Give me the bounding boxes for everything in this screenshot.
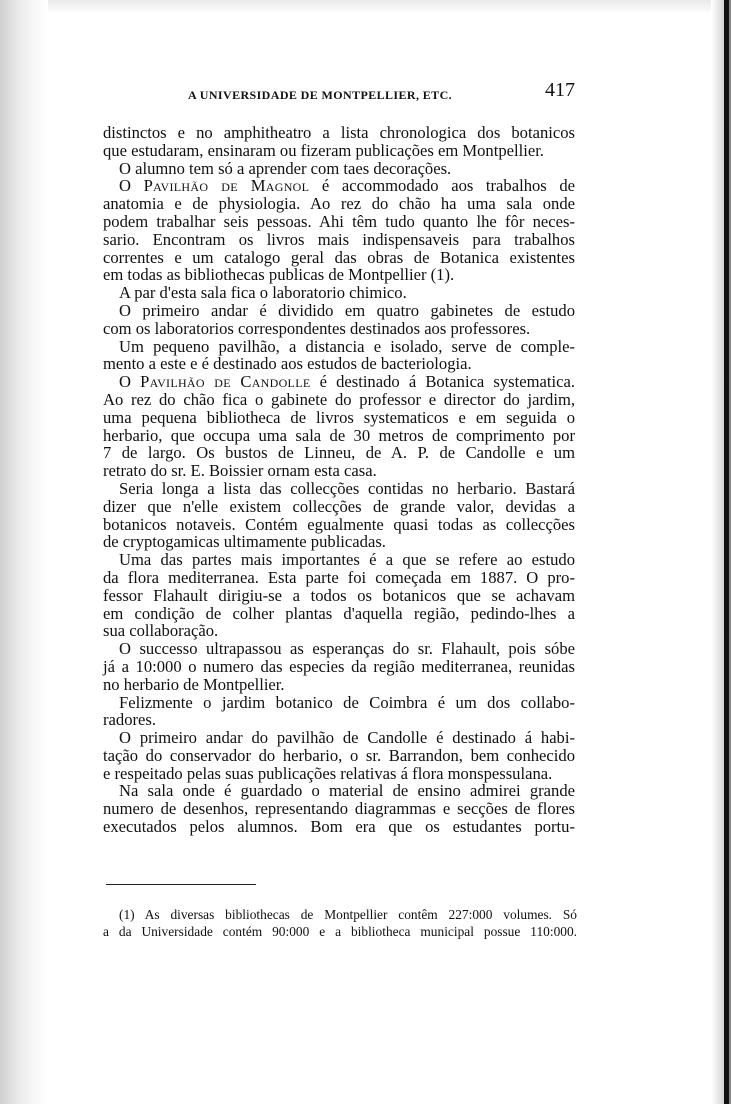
text-line: Uma das partes mais importantes é a que se refere ao estudo xyxy=(119,550,575,570)
text-line xyxy=(103,373,575,391)
text-line: mento a este e é destinado aos estudos de bacteriologia. xyxy=(103,354,472,374)
text-line: no herbario de Montpellier. xyxy=(103,674,285,694)
text-fragment: O xyxy=(119,372,141,392)
text-line: sua collaboração. xyxy=(103,621,219,641)
scan-shadow-top xyxy=(0,0,731,14)
text-fragment: é accommodado aos trabalhos de xyxy=(309,176,576,196)
text-line: em condição de colher plantas d'aquella região, pedindo-lhes a xyxy=(103,603,575,623)
footnote-divider xyxy=(106,884,256,885)
text-line: Seria longa a lista das collecções contidas no herbario. Bastará xyxy=(119,478,575,498)
text-line: executados pelos alumnos. Bom era que os estudantes portu- xyxy=(103,817,575,837)
text-line: com os laboratorios correspondentes destinados aos professores. xyxy=(103,318,531,338)
text-line: uma pequena bibliotheca de livros systematicos e em seguida o xyxy=(103,407,575,427)
text-line: A par d'esta sala fica o laboratorio chimico. xyxy=(119,283,407,303)
text-line: Na sala onde é guardado o material de ensino admirei grande xyxy=(119,781,575,801)
text-line: O successo ultrapassou as esperanças do sr. Flahault, pois sóbe xyxy=(119,639,575,659)
footnote-line: a da Universidade contém 90:000 e a bibliotheca municipal possue 110:000. xyxy=(103,924,577,939)
text-line: tação do conservador do herbario, o sr. Barrandon, bem conhecido xyxy=(103,745,575,765)
text-line: já a 10:000 o numero das especies da região mediterranea, reunidas xyxy=(103,656,575,676)
text-line: correntes e um catalogo geral das obras de Botanica existentes xyxy=(103,247,575,267)
text-line: anatomia e de physiologia. Ao rez do chão ha uma sala onde xyxy=(103,194,575,214)
running-title: A UNIVERSIDADE DE MONTPELLIER, ETC. xyxy=(188,88,453,102)
text-line: retrato do sr. E. Boissier ornam esta casa. xyxy=(103,461,377,481)
text-line: de cryptogamicas ultimamente publicadas. xyxy=(103,532,386,552)
text-line xyxy=(103,177,575,195)
text-line: 7 de largo. Os bustos de Linneu, de A. P. de Candolle e um xyxy=(103,443,575,463)
footnote xyxy=(103,906,577,940)
text-line: da flora mediterranea. Esta parte foi começada em 1887. O pro- xyxy=(103,567,575,587)
page-number: 417 xyxy=(545,79,575,101)
footnote-line: (1) As diversas bibliothecas de Montpellier contêm 227:000 volumes. Só xyxy=(119,907,577,922)
text-line: herbario, que occupa uma sala de 30 metros de comprimento por xyxy=(103,425,575,445)
scan-shadow-right xyxy=(711,0,731,1104)
text-line: sario. Encontram os livros mais indispensaveis para trabalhos xyxy=(103,229,575,249)
section-heading-candolle: Pavilhão de Candolle xyxy=(140,372,311,392)
text-line: O primeiro andar do pavilhão de Candolle é destinado á habi- xyxy=(119,728,575,748)
text-line: numero de desenhos, representando diagrammas e secções de flores xyxy=(103,799,575,819)
text-line: distinctos e no amphitheatro a lista chronologica dos botanicos xyxy=(103,123,575,142)
text-fragment: O xyxy=(119,176,144,196)
text-fragment: é destinado á Botanica systematica. xyxy=(310,372,575,392)
text-line: O primeiro andar é dividido em quatro gabinetes de estudo xyxy=(119,300,575,320)
section-heading-magnol: Pavilhão de Magnol xyxy=(143,176,310,196)
body-text xyxy=(103,124,575,836)
text-line: podem trabalhar seis pessoas. Ahi têm tudo quanto lhe fôr neces- xyxy=(103,211,575,231)
text-line: Felizmente o jardim botanico de Coimbra é um dos collabo- xyxy=(119,692,575,712)
text-line: Ao rez do chão fica o gabinete do professor e director do jardim, xyxy=(103,389,575,409)
text-line: botanicos notaveis. Contém egualmente quasi todas as collecções xyxy=(103,514,575,534)
text-line: fessor Flahault dirigiu-se a todos os botanicos que se achavam xyxy=(103,585,575,605)
text-line: O alumno tem só a aprender com taes decorações. xyxy=(119,158,452,178)
text-line: dizer que n'elle existem collecções de grande valor, devidas a xyxy=(103,496,575,516)
text-line: que estudaram, ensinaram ou fizeram publicações em Montpellier. xyxy=(103,140,544,160)
text-line: Um pequeno pavilhão, a distancia e isolado, serve de comple- xyxy=(119,336,575,356)
text-line: radores. xyxy=(103,710,156,730)
text-line: e respeitado pelas suas publicações relativas á flora monspessulana. xyxy=(103,763,553,783)
scan-shadow-left xyxy=(0,0,48,1104)
text-line: em todas as bibliothecas publicas de Montpellier (1). xyxy=(103,265,455,285)
